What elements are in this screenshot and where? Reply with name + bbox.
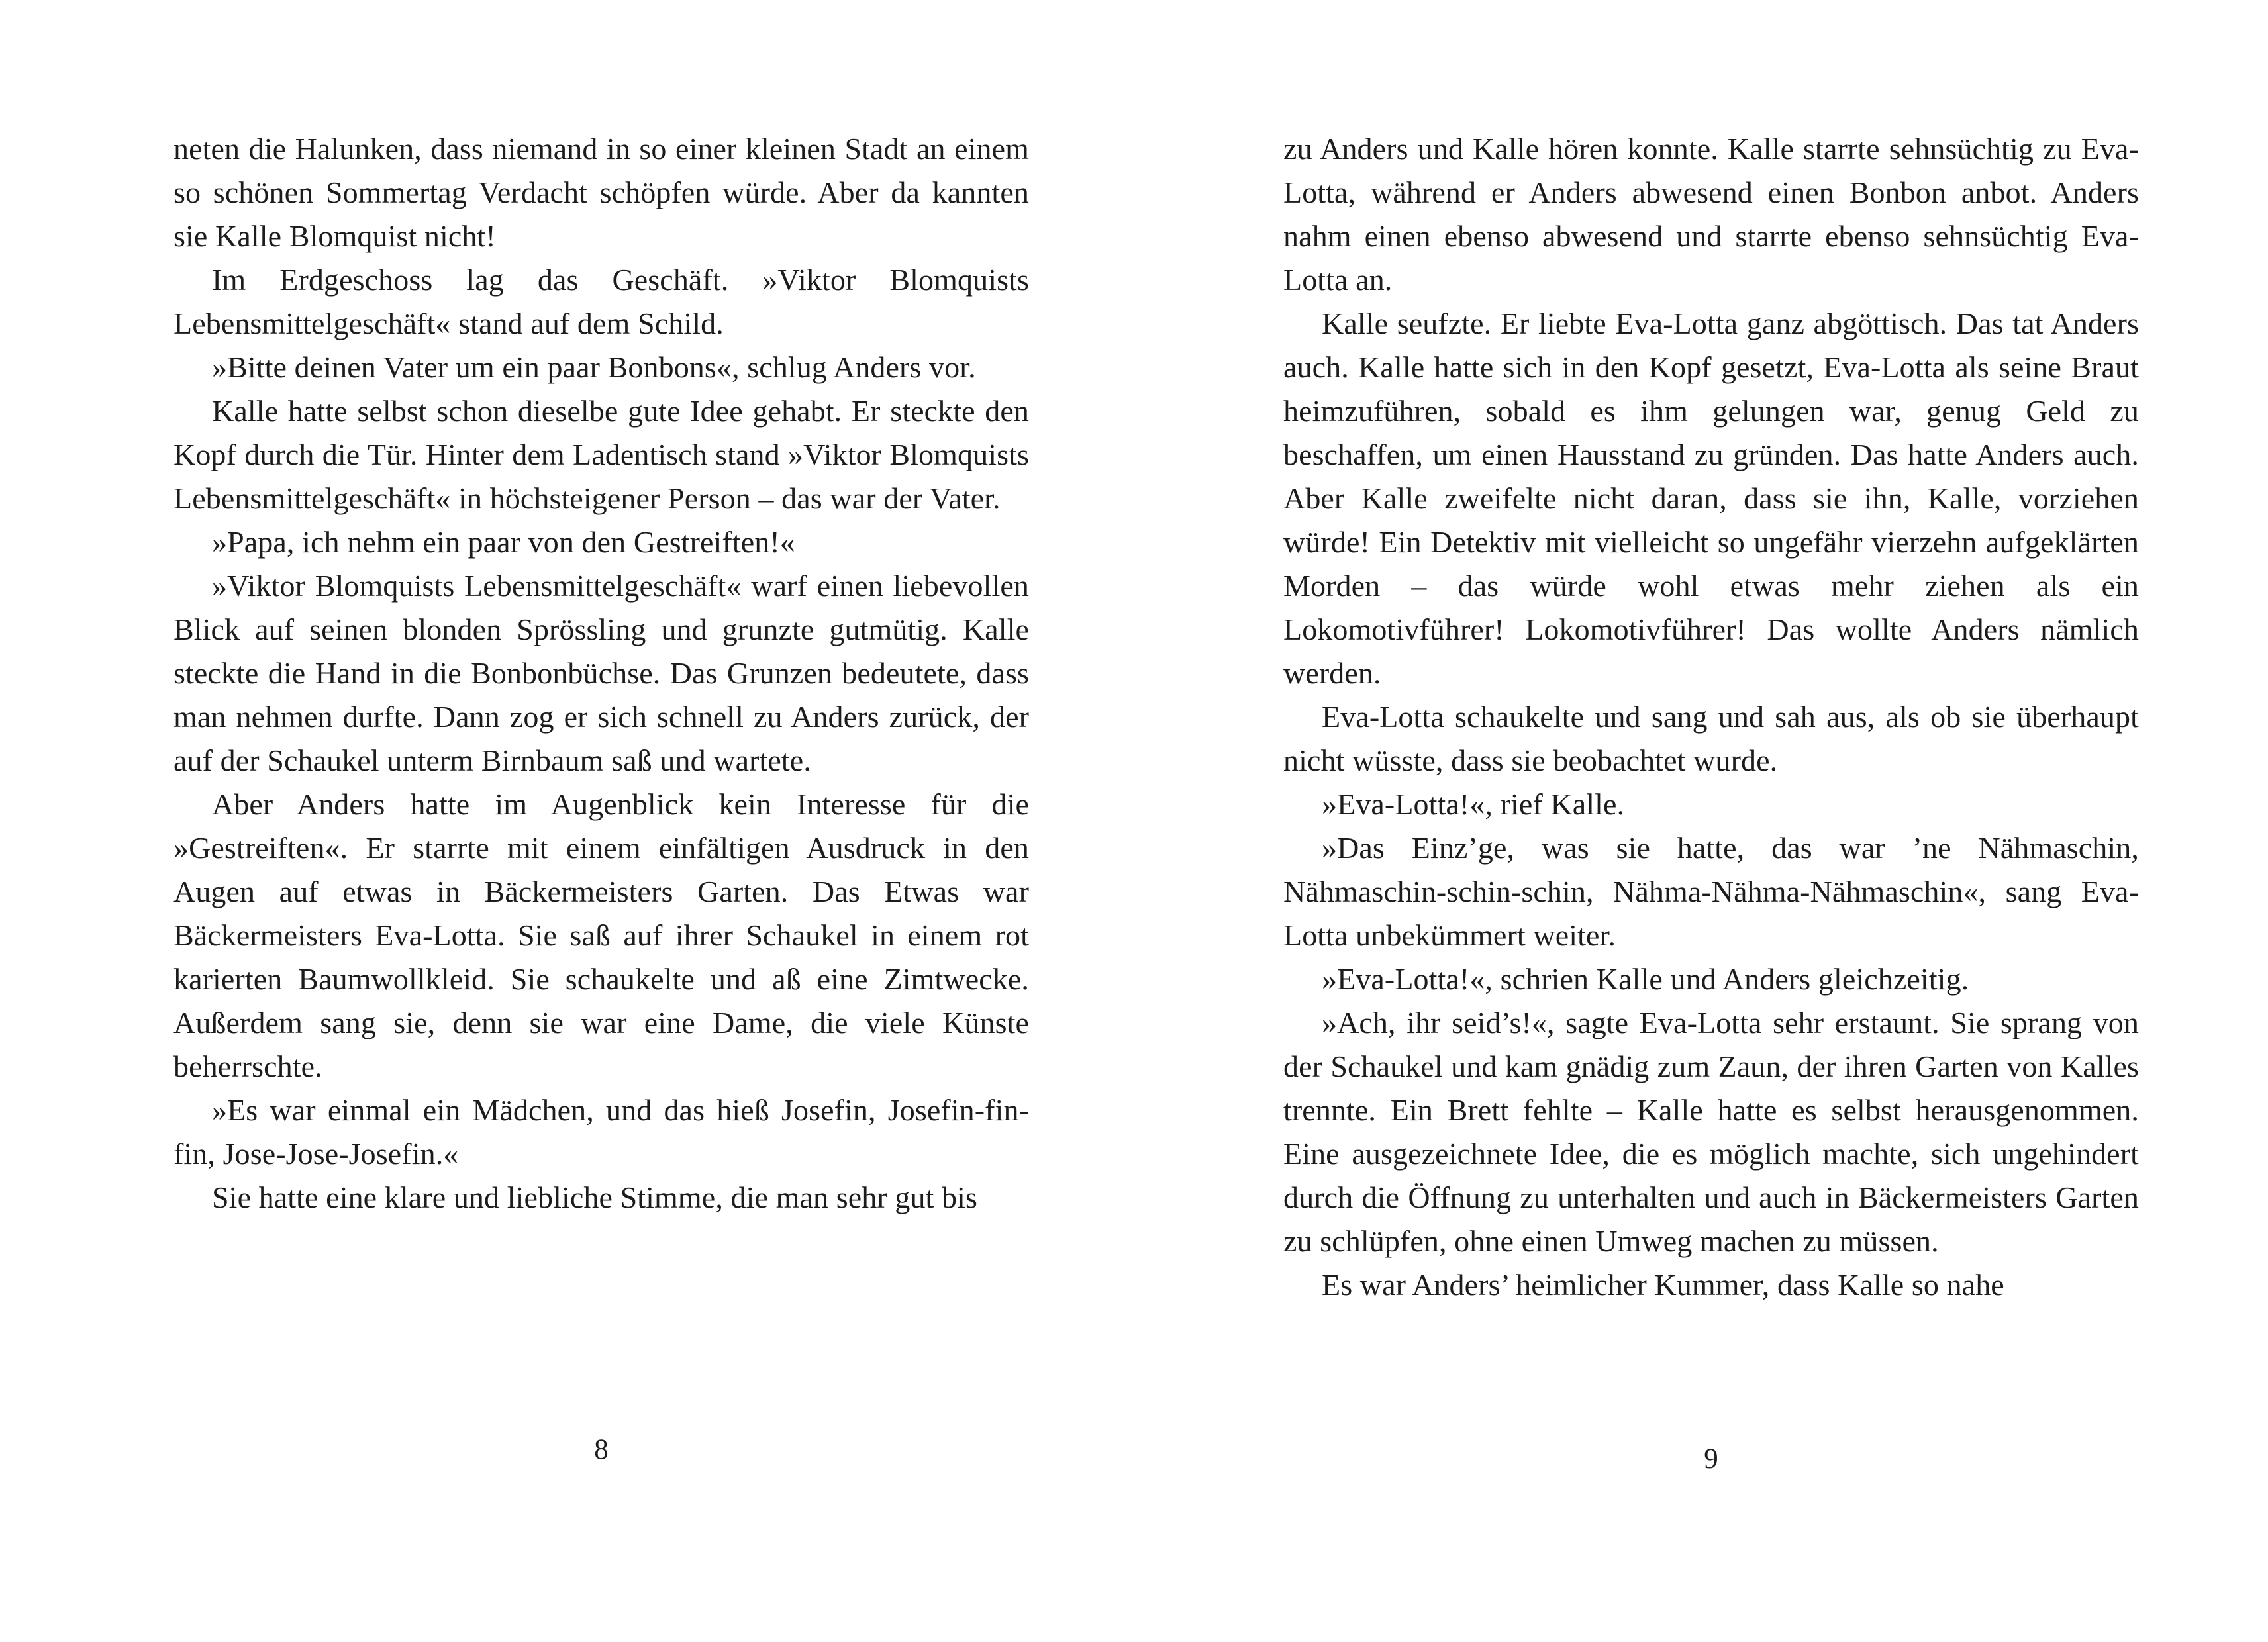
paragraph: Es war Anders’ heimlicher Kummer, dass Kalle so nahe <box>1322 1268 2004 1302</box>
paragraph: Sie hatte eine klare und liebliche Stimme, die man sehr gut bis <box>212 1181 978 1214</box>
page-number-left: 8 <box>594 1434 609 1465</box>
paragraph: »Ach, ihr seid’s!«, sagte Eva-Lotta sehr erstaunt. Sie sprang von der Schaukel und kam gnädig zum Zaun, der ihren Garten von Kalles trennte. Ein Brett fehlte – Kalle hatte es selbst herausgenommen. Eine ausgezeichnete Idee, die es möglich machte, sich ungehindert durch die Öffnung zu unterhalten und auch in Bäckermeisters Garten zu schlüpfen, ohne einen Umweg machen zu müssen. <box>1283 1006 2139 1258</box>
page-right-text-block <box>1283 127 2139 1307</box>
page-left-text-block <box>173 127 1029 1220</box>
paragraph: »Papa, ich nehm ein paar von den Gestreiften!« <box>212 525 795 559</box>
paragraph: Aber Anders hatte im Augenblick kein Interesse für die »Gestreiften«. Er starrte mit einem einfältigen Ausdruck in den Augen auf etwas in Bäckermeisters Garten. Das Etwas war Bäckermeisters Eva-Lotta. Sie saß auf ihrer Schaukel in einem rot karierten Baumwollkleid. Sie schaukelte und aß eine Zimtwecke. Außerdem sang sie, denn sie war eine Dame, die viele Künste beherrschte. <box>173 787 1029 1083</box>
paragraph: Im Erdgeschoss lag das Geschäft. »Viktor Blomquists Lebensmittelgeschäft« stand auf dem Schild. <box>173 263 1029 340</box>
paragraph: »Es war einmal ein Mädchen, und das hieß Josefin, Josefin-fin-fin, Jose-Jose-Josefin.« <box>173 1093 1029 1171</box>
paragraph: »Eva-Lotta!«, rief Kalle. <box>1322 787 1625 821</box>
paragraph: Kalle seufzte. Er liebte Eva-Lotta ganz abgöttisch. Das tat Anders auch. Kalle hatte sich in den Kopf gesetzt, Eva-Lotta als seine Braut heimzuführen, sobald es ihm gelungen war, genug Geld zu beschaffen, um einen Hausstand zu gründen. Das hatte Anders auch. Aber Kalle zweifelte nicht daran, dass sie ihn, Kalle, vorziehen würde! Ein Detektiv mit vielleicht so ungefähr vierzehn aufgeklärten Morden – das würde wohl etwas mehr ziehen als ein Lokomotivführer! Lokomotivführer! Das wollte Anders nämlich werden. <box>1283 307 2139 690</box>
paragraph: »Viktor Blomquists Lebensmittelgeschäft« warf einen liebevollen Blick auf seinen blonden Sprössling und grunzte gutmütig. Kalle steckte die Hand in die Bonbonbüchse. Das Grunzen bedeutete, dass man nehmen durfte. Dann zog er sich schnell zu Anders zurück, der auf der Schaukel unterm Birnbaum saß und wartete. <box>173 569 1029 777</box>
page-right <box>1283 0 2139 1642</box>
paragraph: »Bitte deinen Vater um ein paar Bonbons«, schlug Anders vor. <box>212 350 976 384</box>
paragraph: Eva-Lotta schaukelte und sang und sah aus, als ob sie überhaupt nicht wüsste, dass sie beobachtet wurde. <box>1283 700 2139 777</box>
paragraph: Kalle hatte selbst schon dieselbe gute Idee gehabt. Er steckte den Kopf durch die Tür. Hinter dem Ladentisch stand »Viktor Blomquists Lebensmittelgeschäft« in höchsteigener Person – das war der Vater. <box>173 394 1029 515</box>
paragraph: zu Anders und Kalle hören konnte. Kalle starrte sehnsüchtig zu Eva-Lotta, während er Anders abwesend einen Bonbon anbot. Anders nahm einen ebenso abwesend und starrte ebenso sehnsüchtig Eva-Lotta an. <box>1283 132 2139 297</box>
paragraph: »Eva-Lotta!«, schrien Kalle und Anders gleichzeitig. <box>1322 962 1969 996</box>
page-left <box>173 0 1029 1642</box>
page-number-right: 9 <box>1704 1443 1718 1474</box>
paragraph: neten die Halunken, dass niemand in so einer kleinen Stadt an einem so schönen Sommertag Verdacht schöpfen würde. Aber da kannten sie Kalle Blomquist nicht! <box>173 132 1029 253</box>
paragraph: »Das Einz’ge, was sie hatte, das war ’ne Nähmaschin, Nähmaschin-schin-schin, Nähma-Nähma-Nähmaschin«, sang Eva-Lotta unbekümmert weiter. <box>1283 831 2139 952</box>
